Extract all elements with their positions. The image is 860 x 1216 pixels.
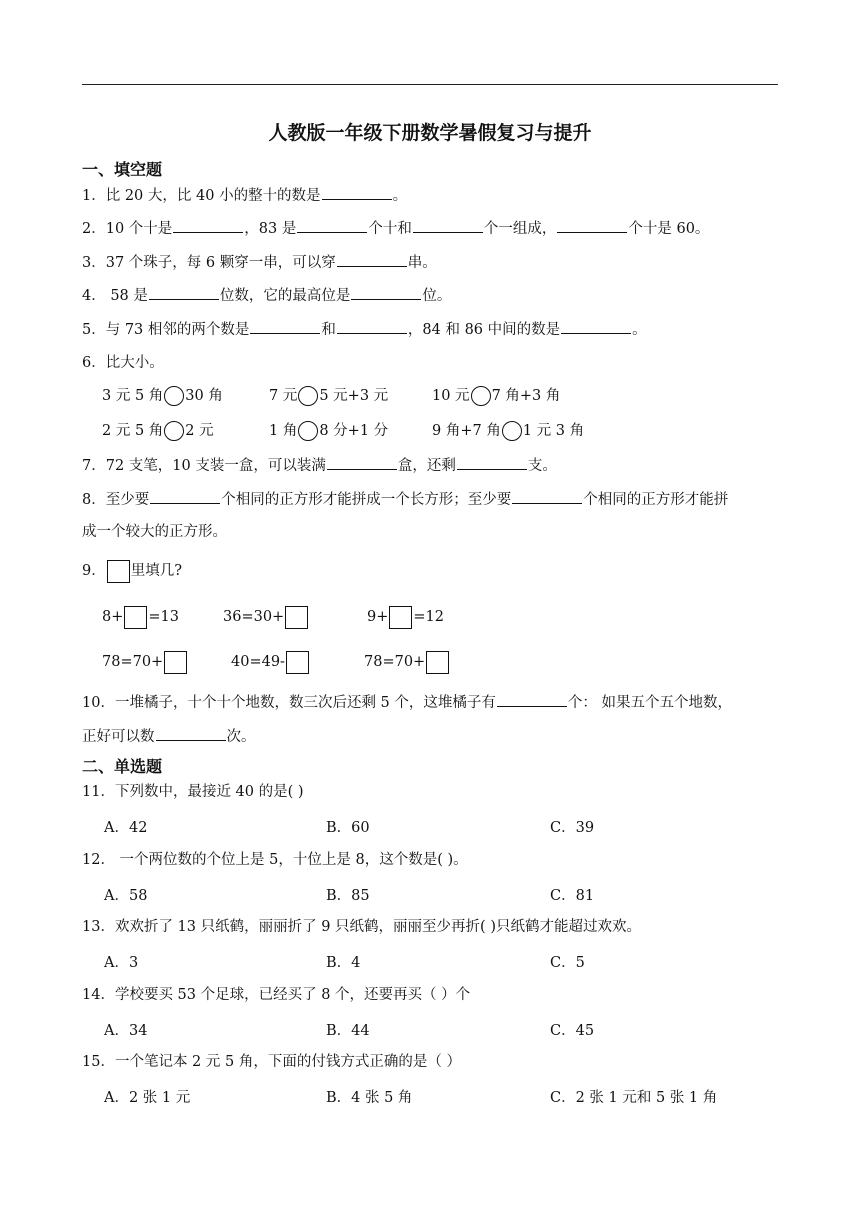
option-a[interactable]: A．2 张 1 元 bbox=[104, 1090, 191, 1106]
fill-box-item: 36=30+ bbox=[223, 605, 309, 629]
option-c[interactable]: C．39 bbox=[550, 820, 595, 836]
question-10-continued: 正好可以数 次。 bbox=[82, 726, 256, 747]
compare-item: 3 元 5 角 30 角 bbox=[102, 388, 223, 404]
answer-blank[interactable] bbox=[512, 489, 582, 504]
compare-circle[interactable] bbox=[471, 386, 491, 406]
answer-box bbox=[107, 560, 130, 583]
compare-item: 10 元 7 角+3 角 bbox=[432, 388, 561, 404]
section-choice-heading: 二、单选题 bbox=[82, 757, 163, 776]
option-b[interactable]: B．44 bbox=[326, 1023, 370, 1039]
section-fill-heading: 一、填空题 bbox=[82, 160, 163, 179]
option-b[interactable]: B．4 bbox=[326, 955, 361, 971]
compare-circle[interactable] bbox=[164, 386, 184, 406]
question-8: 8．至少要 个相同的正方形才能拼成一个长方形；至少要 个相同的正方形才能拼 bbox=[82, 489, 728, 510]
answer-box[interactable] bbox=[286, 651, 309, 674]
answer-blank[interactable] bbox=[297, 218, 367, 233]
question-13: 13．欢欢折了 13 只纸鹤，丽丽折了 9 只纸鹤，丽丽至少再折( )只纸鹤才能超过欢欢。 bbox=[82, 919, 641, 935]
answer-box[interactable] bbox=[285, 606, 308, 629]
option-b[interactable]: B．60 bbox=[326, 820, 370, 836]
answer-blank[interactable] bbox=[497, 692, 567, 707]
question-1: 1．比 20 大，比 40 小的整十的数是 。 bbox=[82, 185, 407, 206]
answer-blank[interactable] bbox=[557, 218, 627, 233]
question-6-stem: 6．比大小。 bbox=[82, 355, 164, 371]
answer-box[interactable] bbox=[426, 651, 449, 674]
question-9-stem: 9． 里填几? bbox=[82, 559, 182, 583]
answer-blank[interactable] bbox=[457, 455, 527, 470]
answer-blank[interactable] bbox=[327, 455, 397, 470]
fill-box-item: 78=70+ bbox=[364, 650, 450, 674]
answer-blank[interactable] bbox=[337, 319, 407, 334]
answer-blank[interactable] bbox=[156, 726, 226, 741]
answer-box[interactable] bbox=[164, 651, 187, 674]
fill-box-item: 8+ =13 bbox=[102, 605, 179, 629]
option-c[interactable]: C．5 bbox=[550, 955, 585, 971]
option-c[interactable]: C．81 bbox=[550, 888, 595, 904]
header-rule bbox=[82, 84, 778, 85]
answer-blank[interactable] bbox=[337, 252, 407, 267]
option-c[interactable]: C．2 张 1 元和 5 张 1 角 bbox=[550, 1090, 718, 1106]
option-a[interactable]: A．42 bbox=[104, 820, 148, 836]
option-a[interactable]: A．58 bbox=[104, 888, 148, 904]
answer-blank[interactable] bbox=[413, 218, 483, 233]
answer-blank[interactable] bbox=[149, 285, 219, 300]
answer-blank[interactable] bbox=[351, 285, 421, 300]
option-a[interactable]: A．3 bbox=[104, 955, 139, 971]
question-15: 15．一个笔记本 2 元 5 角，下面的付钱方式正确的是（ ） bbox=[82, 1054, 461, 1070]
question-3: 3．37 个珠子，每 6 颗穿一串，可以穿 串。 bbox=[82, 252, 437, 273]
answer-blank[interactable] bbox=[322, 185, 392, 200]
question-14: 14．学校要买 53 个足球，已经买了 8 个，还要再买（ ）个 bbox=[82, 987, 471, 1003]
question-8-continued: 成一个较大的正方形。 bbox=[82, 524, 227, 540]
compare-circle[interactable] bbox=[298, 386, 318, 406]
question-5: 5．与 73 相邻的两个数是 和 ，84 和 86 中间的数是 。 bbox=[82, 319, 647, 340]
fill-box-item: 78=70+ bbox=[102, 650, 188, 674]
option-b[interactable]: B．85 bbox=[326, 888, 370, 904]
option-a[interactable]: A．34 bbox=[104, 1023, 148, 1039]
fill-box-item: 40=49- bbox=[231, 650, 310, 674]
answer-box[interactable] bbox=[124, 606, 147, 629]
answer-blank[interactable] bbox=[150, 489, 220, 504]
compare-item: 9 角+7 角 1 元 3 角 bbox=[432, 423, 585, 439]
question-4: 4． 58 是 位数，它的最高位是 位。 bbox=[82, 285, 451, 306]
compare-circle[interactable] bbox=[298, 421, 318, 441]
question-2: 2．10 个十是 ，83 是 个十和 个一组成， 个十是 60。 bbox=[82, 218, 709, 239]
compare-item: 1 角 8 分+1 分 bbox=[269, 423, 389, 439]
page-title: 人教版一年级下册数学暑假复习与提升 bbox=[268, 122, 592, 144]
answer-blank[interactable] bbox=[561, 319, 631, 334]
option-b[interactable]: B．4 张 5 角 bbox=[326, 1090, 413, 1106]
question-12: 12． 一个两位数的个位上是 5，十位上是 8，这个数是( )。 bbox=[82, 852, 468, 868]
answer-box[interactable] bbox=[389, 606, 412, 629]
question-10: 10．一堆橘子，十个十个地数，数三次后还剩 5 个，这堆橘子有 个： 如果五个五个地数， bbox=[82, 692, 732, 713]
fill-box-item: 9+ =12 bbox=[367, 605, 444, 629]
compare-circle[interactable] bbox=[502, 421, 522, 441]
answer-blank[interactable] bbox=[250, 319, 320, 334]
compare-item: 7 元 5 元+3 元 bbox=[269, 388, 389, 404]
option-c[interactable]: C．45 bbox=[550, 1023, 595, 1039]
compare-item: 2 元 5 角 2 元 bbox=[102, 423, 214, 439]
answer-blank[interactable] bbox=[173, 218, 243, 233]
question-11: 11．下列数中，最接近 40 的是( ) bbox=[82, 784, 304, 800]
question-7: 7．72 支笔，10 支装一盒，可以装满 盒，还剩 支。 bbox=[82, 455, 557, 476]
compare-circle[interactable] bbox=[164, 421, 184, 441]
